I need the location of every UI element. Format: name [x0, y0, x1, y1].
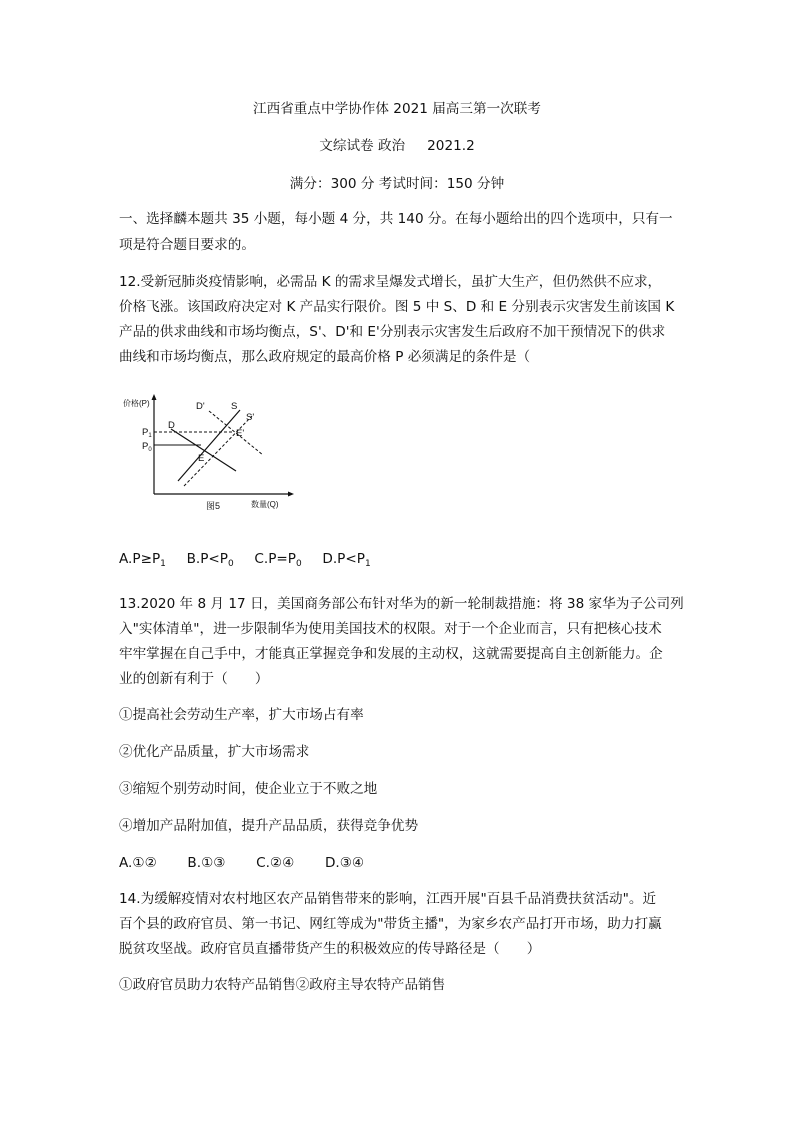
q13-item-2: ②优化产品质量，扩大市场需求 [119, 744, 310, 760]
q13-options [119, 857, 364, 871]
figure-caption: 图5 [206, 501, 221, 511]
label-p0: $P_0$ [142, 441, 152, 453]
q13-text-line-4: 业的创新有利于（ ） [119, 671, 269, 687]
x-axis-label: 数量(Q) [251, 500, 279, 509]
section-instruction-line-2: 项是符合题目要求的。 [119, 237, 255, 253]
q12-text-line-1: 12.受新冠肺炎疫情影响，必需品 K 的需求呈爆发式增长，虽扩大生产，但仍然供不应求， [119, 274, 662, 290]
q13-item-1: ①提高社会劳动生产率，扩大市场占有率 [119, 707, 364, 723]
q12-text-line-3: 产品的供求曲线和市场均衡点，S'、D'和 E'分别表示灾害发生后政府不加干预情况下的供求 [119, 324, 666, 340]
q13-text-line-3: 牢牢掌握在自己手中，才能真正掌握竞争和发展的主动权，这就需要提高自主创新能力。企 [119, 646, 663, 662]
q12-option-d[interactable]: D.P<P1 [322, 551, 371, 569]
q12-options [119, 553, 371, 569]
label-e: E [198, 453, 205, 464]
q13-option-c[interactable]: C.②④ [256, 855, 295, 871]
supply-curve-s-prime [184, 416, 252, 486]
q13-option-d[interactable]: D.③④ [324, 855, 365, 871]
q14-text-line-3: 脱贫攻坚战。政府官员直播带货产生的积极效应的传导路径是（ ） [119, 941, 541, 957]
demand-curve-d [171, 429, 236, 471]
exam-subtitle [0, 140, 794, 154]
q14-text-line-2: 百个县的政府官员、第一书记、网红等成为"带货主播"，为家乡农产品打开市场，助力打赢 [119, 916, 662, 932]
label-s-prime: S' [246, 412, 255, 423]
label-p1: $P_1$ [142, 427, 152, 439]
x-axis-arrow [288, 492, 294, 497]
q12-option-a[interactable]: A.P≥P1 [119, 551, 166, 569]
q13-text-line-1: 13.2020 年 8 月 17 日，美国商务部公布针对华为的新一轮制裁措施：将 38 家华为子公司列 [119, 596, 684, 612]
q13-text-line-2: 入"实体清单"，进一步限制华为使用美国技术的权限。对于一个企业而言，只有把核心技术 [119, 621, 662, 637]
section-instruction-line-1: 一、选择麟本题共 35 小题，每小题 4 分，共 140 分。在每小题给出的四个选项中，只有一 [119, 211, 673, 227]
q13-option-b[interactable]: B.①③ [187, 855, 226, 871]
exam-subject: 文综试卷 政治 [319, 138, 406, 154]
q12-option-b[interactable]: B.P<P0 [186, 551, 234, 569]
q14-text-line-1: 14.为缓解疫情对农村地区农产品销售带来的影响，江西开展"百县千品消费扶贫活动"。近 [119, 891, 657, 907]
q13-item-3: ③缩短个别劳动时间，使企业立于不败之地 [119, 781, 378, 797]
q12-text-line-4: 曲线和市场均衡点，那么政府规定的最高价格 P 必须满足的条件是（ [119, 349, 531, 365]
label-d-prime: D' [196, 401, 205, 412]
y-axis-label: 价格(P) [123, 399, 150, 408]
label-s: S [231, 401, 238, 412]
q12-option-c[interactable]: C.P=P0 [254, 551, 302, 569]
exam-meta: 满分：300 分 考试时间：150 分钟 [289, 176, 505, 192]
q12-text-line-2: 价格飞涨。该国政府决定对 K 产品实行限价。图 5 中 S、D 和 E 分别表示灾害发生前该国 K [119, 299, 675, 315]
label-d: D [168, 420, 175, 431]
exam-date: 2021.2 [427, 138, 475, 154]
q13-item-4: ④增加产品附加值，提升产品品质，获得竞争优势 [119, 818, 419, 834]
y-axis-arrow [152, 394, 157, 400]
exam-title: 江西省重点中学协作体 2021 届高三第一次联考 [253, 101, 541, 117]
q13-option-a[interactable]: A.①② [119, 855, 157, 871]
label-e-prime: E' [236, 428, 245, 439]
supply-demand-figure [123, 388, 296, 518]
q14-item-1: ①政府官员助力农特产品销售②政府主导农特产品销售 [119, 977, 446, 993]
